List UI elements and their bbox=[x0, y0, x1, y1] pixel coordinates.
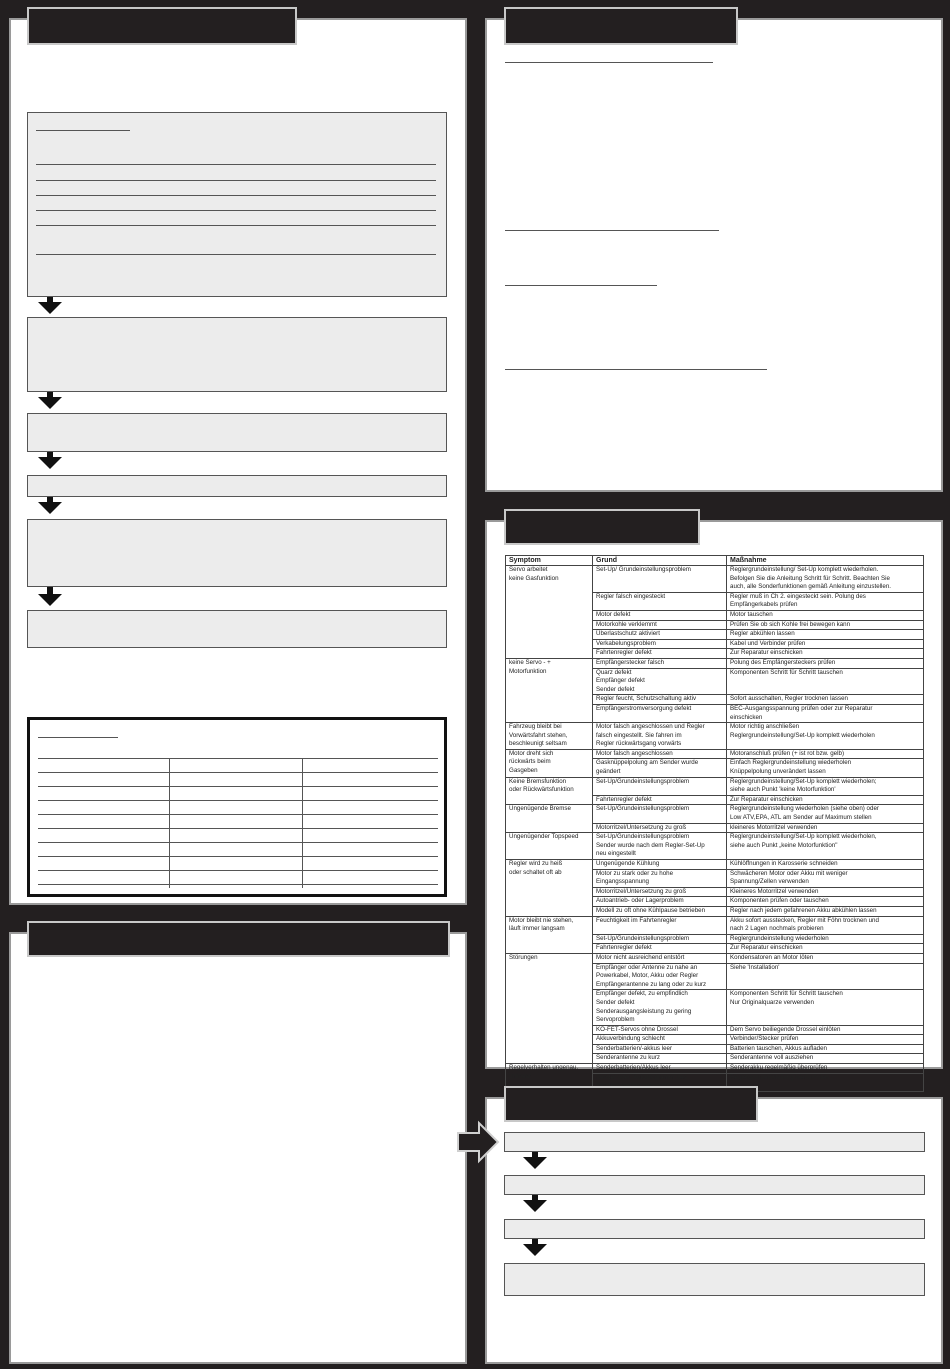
massnahme-cell: Polung des Empfängersteckers prüfen bbox=[727, 658, 924, 668]
grund-cell: Empfängerstromversorgung defekt bbox=[593, 704, 727, 722]
table-row bbox=[506, 1064, 924, 1074]
massnahme-cell: Kondensatoren an Motor löten bbox=[727, 953, 924, 963]
left-top-header bbox=[27, 7, 297, 45]
massnahme-cell: Zur Reparatur einschicken bbox=[727, 795, 924, 805]
symptom-cell: Regelverhalten ungenau, unlinear bbox=[506, 1064, 593, 1092]
massnahme-cell: Kabel und Verbinder prüfen bbox=[727, 639, 924, 649]
massnahme-cell: Regler abkühlen lassen bbox=[727, 630, 924, 640]
table-row bbox=[506, 749, 924, 759]
step-box-1 bbox=[504, 1132, 925, 1152]
table-row bbox=[506, 916, 924, 934]
troubleshooting-header bbox=[504, 509, 700, 545]
table-row bbox=[506, 833, 924, 860]
grund-cell: Gasknüppelpolung am Sender wurde geändert bbox=[593, 759, 727, 777]
table-header-row bbox=[506, 556, 924, 566]
flow-box-4 bbox=[27, 475, 447, 497]
grund-cell: Verkabelungsproblem bbox=[593, 639, 727, 649]
massnahme-cell: Dem Servo beiliegende Drossel einlöten bbox=[727, 1025, 924, 1035]
grund-cell: Senderbatterien/Akkus leer bbox=[593, 1064, 727, 1074]
pointer-arrow-icon bbox=[455, 1120, 501, 1164]
massnahme-cell: Motor richtig anschließen Reglergrundeinstellung/Set-Up komplett wiederholen bbox=[727, 723, 924, 750]
massnahme-cell: Siehe 'Installation' bbox=[727, 963, 924, 990]
grund-cell: Senderbatterien/-akkus leer bbox=[593, 1044, 727, 1054]
massnahme-cell: Einfach Reglergrundeinstellung wiederholen Knüppelpolung unverändert lassen bbox=[727, 759, 924, 777]
massnahme-cell: BEC-Ausgangsspannung prüfen oder zur Reparatur einschicken bbox=[727, 704, 924, 722]
grund-cell: Motor falsch angeschlossen bbox=[593, 749, 727, 759]
grund-cell: Ungenügende Kühlung bbox=[593, 860, 727, 870]
flow-box-5 bbox=[27, 519, 447, 587]
flow-box-3 bbox=[27, 413, 447, 452]
massnahme-cell: Komponenten prüfen oder tauschen bbox=[727, 897, 924, 907]
massnahme-cell: Komponenten Schritt für Schritt tauschen bbox=[727, 668, 924, 695]
grund-cell: KO-FET-Servos ohne Drossel bbox=[593, 1025, 727, 1035]
massnahme-cell: Akku sofort ausstecken, Regler mit Föhn trocknen und nach 2 Lagen nochmals probieren bbox=[727, 916, 924, 934]
grund-cell: Sender oder 'Autoprogramm' des bbox=[593, 1073, 727, 1091]
right-top-panel bbox=[485, 18, 943, 492]
massnahme-cell: Schwächeren Motor oder Akku mit weniger Spannung/Zellen verwenden bbox=[727, 869, 924, 887]
grund-cell: Überlastschutz aktiviert bbox=[593, 630, 727, 640]
grund-cell: Empfänger oder Antenne zu nahe an Powerkabel, Motor, Akku oder Regler Empfängerantenne zu lang oder zu kurz bbox=[593, 963, 727, 990]
header-massnahme: Maßnahme bbox=[727, 556, 924, 566]
table-row bbox=[506, 658, 924, 668]
grund-cell: Set-Up/Grundeinstellungsproblem Sender wurde nach dem Regler-Set-Up neu eingestellt bbox=[593, 833, 727, 860]
massnahme-cell: Zur Reparatur einschicken bbox=[727, 649, 924, 659]
symptom-cell: keine Servo - + Motorfunktion bbox=[506, 658, 593, 722]
flow-box-6 bbox=[27, 610, 447, 648]
symptom-cell: Ungenügende Bremse bbox=[506, 805, 593, 833]
grund-cell: Fahrtenregler defekt bbox=[593, 944, 727, 954]
grund-cell: Motorkohle verklemmt bbox=[593, 620, 727, 630]
flow-box-2 bbox=[27, 317, 447, 392]
massnahme-cell: Zur Reparatur einschicken bbox=[727, 944, 924, 954]
grund-cell: Set-Up/Grundeinstellungsproblem bbox=[593, 777, 727, 795]
grund-cell: Set-Up/ Grundeinstellungsproblem bbox=[593, 566, 727, 593]
left-bottom-panel bbox=[9, 932, 467, 1364]
table-row bbox=[506, 566, 924, 593]
grund-cell: Autoantrieb- oder Lagerproblem bbox=[593, 897, 727, 907]
massnahme-cell: Kleineres Motorritzel verwenden bbox=[727, 887, 924, 897]
massnahme-cell: Batterien tauschen, Akkus aufladen bbox=[727, 1044, 924, 1054]
grund-cell: Motor nicht ausreichend entstört bbox=[593, 953, 727, 963]
massnahme-cell: Sofort ausschalten, Regler trocknen lassen bbox=[727, 695, 924, 705]
right-top-header bbox=[504, 7, 738, 45]
table-row bbox=[506, 805, 924, 823]
grund-cell: Akkuverbindung schlecht bbox=[593, 1035, 727, 1045]
symptom-cell: Ungenügender Topspeed bbox=[506, 833, 593, 860]
massnahme-cell: Reglergrundeinstellung wiederholen (siehe oben) oder Low ATV,EPA, ATL am Sender auf Maximum stellen bbox=[727, 805, 924, 823]
symptom-cell: Fahrzeug bleibt bei Vorwärtsfahrt stehen, beschleunigt seltsam bbox=[506, 723, 593, 750]
massnahme-cell: Kühlöffnungen in Karosserie schneiden bbox=[727, 860, 924, 870]
massnahme-cell: Komponenten Schritt für Schritt tauschen Nur Originalquarze verwenden bbox=[727, 990, 924, 1025]
symptom-cell: Servo arbeitet keine Gasfunktion bbox=[506, 566, 593, 659]
grund-cell: Motorritzel/Untersetzung zu groß bbox=[593, 823, 727, 833]
grund-cell: Empfängerstecker falsch bbox=[593, 658, 727, 668]
grund-cell: Fahrtenregler defekt bbox=[593, 649, 727, 659]
massnahme-cell: Motoranschluß prüfen (+ ist rot bzw. gelb) bbox=[727, 749, 924, 759]
grund-cell: Set-Up/Grundeinstellungsproblem bbox=[593, 934, 727, 944]
massnahme-cell: Reglergrundeinstellung/ Set-Up komplett wiederholen. Befolgen Sie die Anleitung Schritt für Schritt. Beachten Sie auch, alle Sonderfunktionen gemäß Anleitung einzustellen. bbox=[727, 566, 924, 593]
massnahme-cell: Motor tauschen bbox=[727, 610, 924, 620]
table-row bbox=[506, 777, 924, 795]
massnahme-cell: Reglergrundeinstellung wiederholen bbox=[727, 1073, 924, 1091]
header-symptom: Symptom bbox=[506, 556, 593, 566]
grund-cell: Motorritzel/Untersetzung zu groß bbox=[593, 887, 727, 897]
header-grund: Grund bbox=[593, 556, 727, 566]
massnahme-cell: Reglergrundeinstellung/Set-Up komplett wiederholen; siehe auch Punkt 'keine Motorfunktion' bbox=[727, 777, 924, 795]
grund-cell: Modell zu oft ohne Kühlpause betrieben bbox=[593, 906, 727, 916]
grund-cell: Regler feucht, Schutzschaltung aktiv bbox=[593, 695, 727, 705]
symptom-cell: Motor dreht sich rückwärts beim Gasgeben bbox=[506, 749, 593, 777]
massnahme-cell: Senderantenne voll ausziehen bbox=[727, 1054, 924, 1064]
massnahme-cell: Regler muß in Ch 2. eingesteckt sein. Polung des Empfängerkabels prüfen bbox=[727, 592, 924, 610]
symptom-cell: Keine Bremsfunktion oder Rückwärtsfunktion bbox=[506, 777, 593, 805]
symptom-cell: Störungen bbox=[506, 953, 593, 1063]
left-bottom-header bbox=[27, 921, 450, 957]
grund-cell: Regler falsch eingesteckt bbox=[593, 592, 727, 610]
step-box-4 bbox=[504, 1263, 925, 1296]
massnahme-cell: Prüfen Sie ob sich Kohle frei bewegen kann bbox=[727, 620, 924, 630]
massnahme-cell: Reglergrundeinstellung wiederholen bbox=[727, 934, 924, 944]
grund-cell: Set-Up/Grundeinstellungsproblem bbox=[593, 805, 727, 823]
massnahme-cell: kleineres Motorritzel verwenden bbox=[727, 823, 924, 833]
grund-cell: Motor defekt bbox=[593, 610, 727, 620]
massnahme-cell: Regler nach jedem gefahrenen Akku abkühlen lassen bbox=[727, 906, 924, 916]
grund-cell: Motor zu stark oder zu hohe Eingangsspannung bbox=[593, 869, 727, 887]
table-row bbox=[506, 860, 924, 870]
symptom-cell: Motor bleibt nie stehen, läuft immer langsam bbox=[506, 916, 593, 953]
step-box-3 bbox=[504, 1219, 925, 1239]
right-bottom-header bbox=[504, 1086, 758, 1122]
table-row bbox=[506, 723, 924, 750]
massnahme-cell: Reglergrundeinstellung/Set-Up komplett wiederholen, siehe auch Punkt „keine Motorfunktion" bbox=[727, 833, 924, 860]
table-row bbox=[506, 953, 924, 963]
step-box-2 bbox=[504, 1175, 925, 1195]
flow-box-1 bbox=[27, 112, 447, 297]
grund-cell: Fahrtenregler defekt bbox=[593, 795, 727, 805]
troubleshooting-table bbox=[505, 555, 924, 1092]
grund-cell: Empfänger defekt, zu empfindlich Sender defekt Senderausgangsleistung zu gering Servoproblem bbox=[593, 990, 727, 1025]
settings-table-box bbox=[27, 717, 447, 897]
grund-cell: Feuchtigkeit im Fahrtenregler bbox=[593, 916, 727, 934]
grund-cell: Senderantenne zu kurz bbox=[593, 1054, 727, 1064]
symptom-cell: Regler wird zu heiß oder schaltet oft ab bbox=[506, 860, 593, 917]
massnahme-cell: Senderakku regelmäßig überprüfen bbox=[727, 1064, 924, 1074]
grund-cell: Quarz defekt Empfänger defekt Sender defekt bbox=[593, 668, 727, 695]
grund-cell: Motor falsch angeschlossen und Regler falsch eingestellt. Sie fahren im Regler rückwärtsgang vorwärts bbox=[593, 723, 727, 750]
massnahme-cell: Verbinder/Stecker prüfen bbox=[727, 1035, 924, 1045]
